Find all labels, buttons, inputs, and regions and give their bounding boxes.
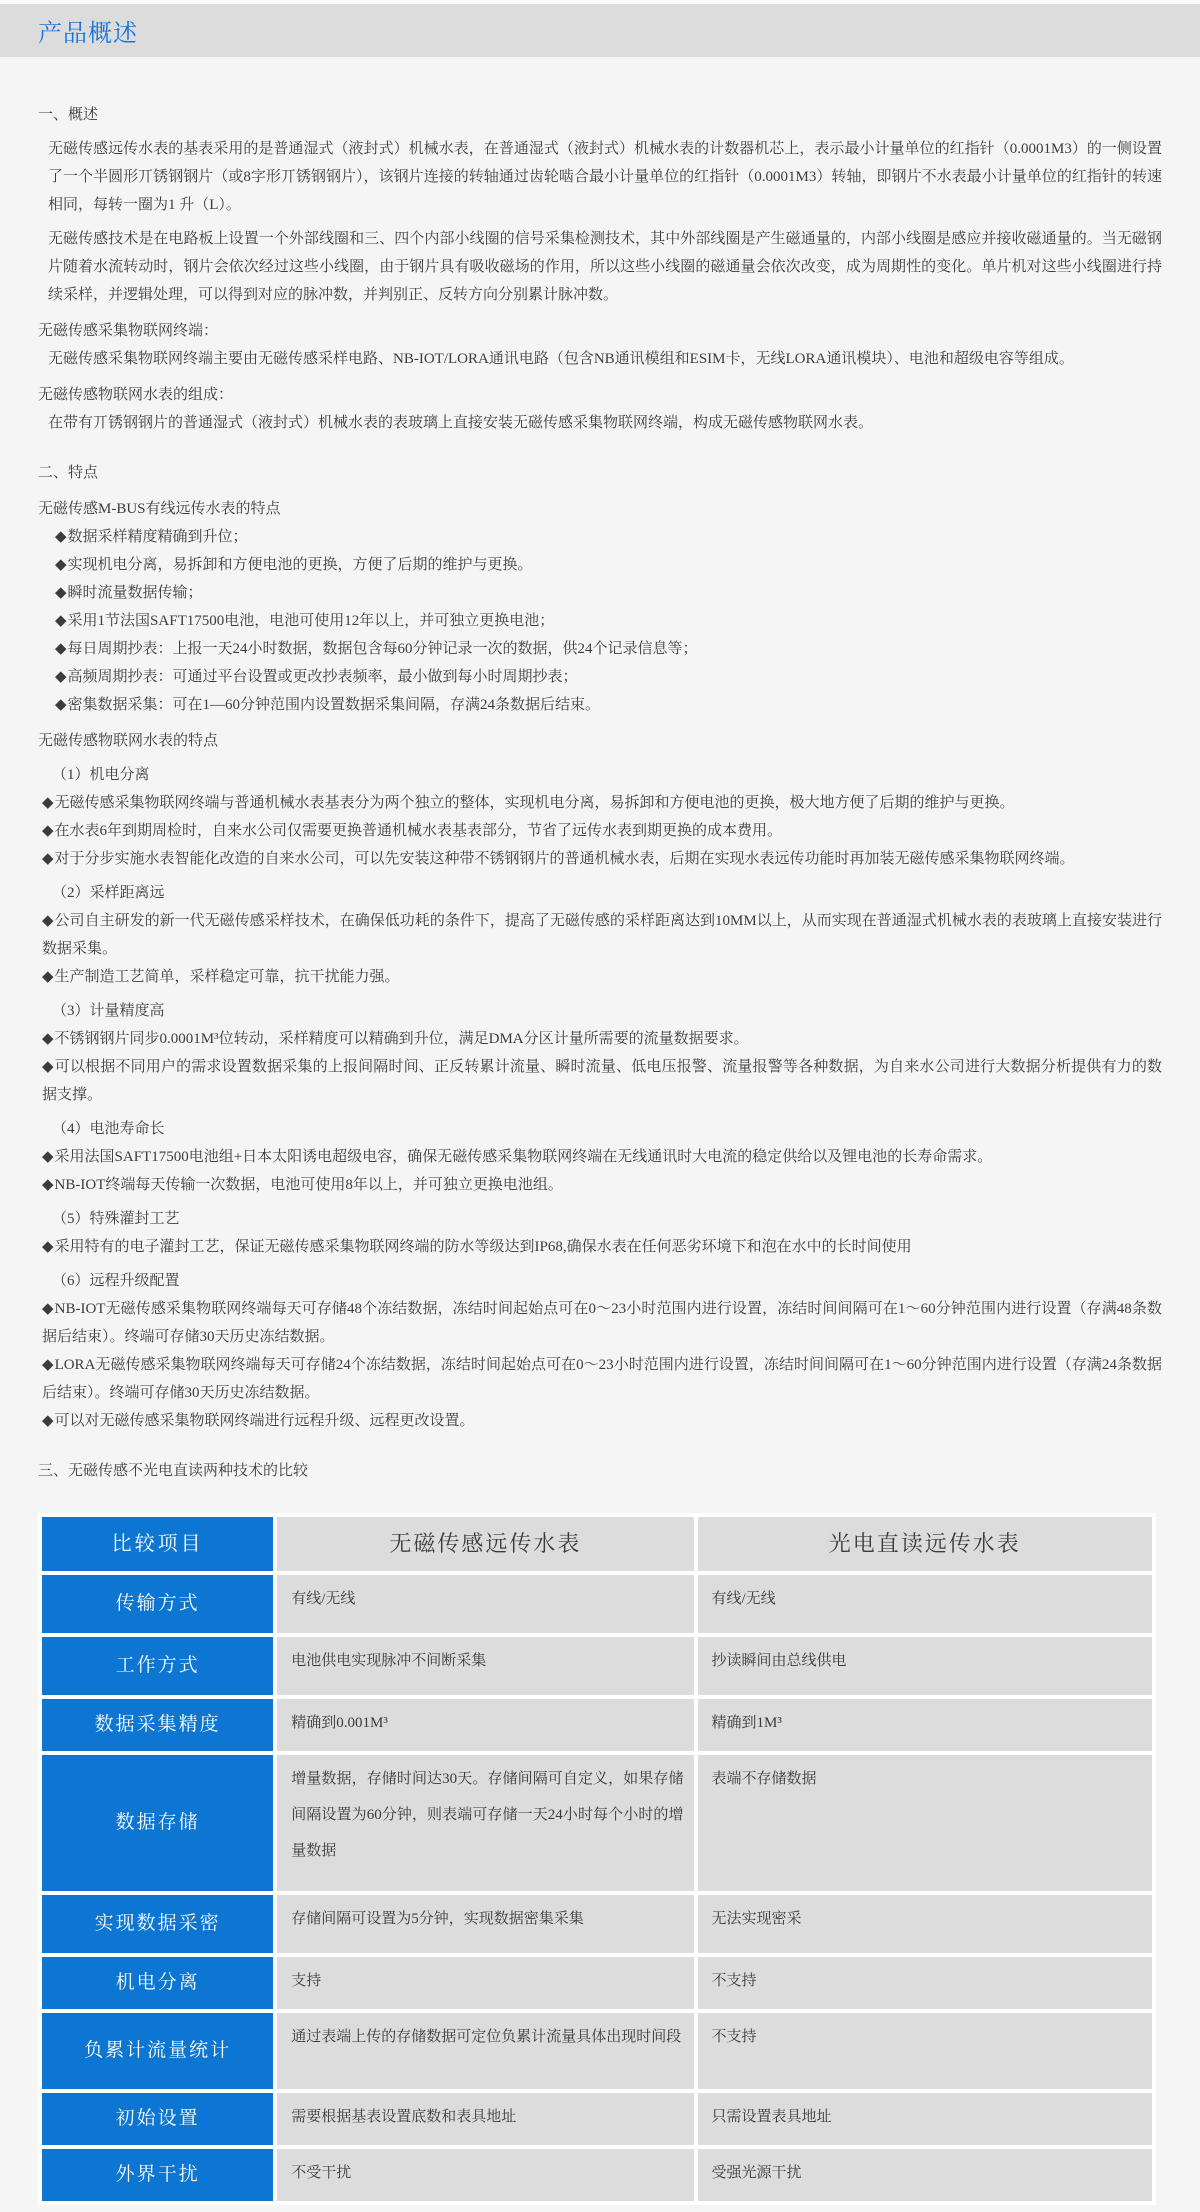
diamond-bullet-icon: ◆ xyxy=(55,557,67,573)
compose-paragraph: 在带有丌锈钢钢片的普通湿式（液封式）机械水表的表玻璃上直接安装无磁传感采集物联网终端，构成无磁传感物联网水表。 xyxy=(48,415,874,431)
magnetic-value-cell: 需要根据基表设置底数和表具地址 xyxy=(277,2093,693,2145)
diamond-bullet-icon: ◆ xyxy=(55,641,67,657)
diamond-bullet-icon: ◆ xyxy=(42,1413,54,1429)
diamond-bullet-icon: ◆ xyxy=(55,697,67,713)
row-label-cell: 数据存储 xyxy=(42,1755,273,1891)
feature-group-title-4: （4）电池寿命长 xyxy=(52,1121,165,1137)
row-label-cell: 外界干扰 xyxy=(42,2149,273,2201)
list-item-text: 瞬时流量数据传输； xyxy=(67,585,203,601)
list-item xyxy=(42,1025,1162,1053)
list-item-text: 实现机电分离，易拆卸和方便电池的更换，方便了后期的维护与更换。 xyxy=(67,557,533,573)
list-item xyxy=(55,523,1162,551)
section-heading-features: 二、特点 xyxy=(38,465,99,481)
list-item-text: NB-IOT无磁传感采集物联网终端每天可存储48个冻结数据，冻结时间起始点可在0～23小时范围内进行设置，冻结时间间隔可在1～60分钟范围内进行设置（存满48条数据后结束）。终端可存储30天历史冻结数据。 xyxy=(42,1301,1162,1345)
compose-heading: 无磁传感物联网水表的组成： xyxy=(38,387,234,403)
row-label-cell: 机电分离 xyxy=(42,1957,273,2009)
diamond-bullet-icon: ◆ xyxy=(55,613,67,629)
feature-group-list-5 xyxy=(38,1233,1162,1261)
magnetic-value-cell: 精确到0.001M³ xyxy=(277,1699,693,1751)
list-item xyxy=(42,1351,1162,1407)
row-label-cell: 数据采集精度 xyxy=(42,1699,273,1751)
mbus-feature-list xyxy=(38,523,1162,719)
list-item-text: 采用法国SAFT17500电池组+日本太阳诱电超级电容，确保无磁传感采集物联网终端在无线通讯时大电流的稳定供给以及锂电池的长寿命需求。 xyxy=(54,1149,993,1165)
diamond-bullet-icon: ◆ xyxy=(42,913,54,929)
overview-paragraph-2: 无磁传感技术是在电路板上设置一个外部线圈和三、四个内部小线圈的信号采集检测技术，其中外部线圈是产生磁通量的，内部小线圈是感应并接收磁通量的。当无磁钢片随着水流转动时，钢片会依次经过这些小线圈，由于钢片具有吸收磁场的作用，所以这些小线圈的磁通量会依次改变，成为周期性的变化。单片机对这些小线圈进行持续采样，并逻辑处理，可以得到对应的脉冲数，并判别正、反转方向分别累计脉冲数。 xyxy=(48,231,1162,303)
photoelectric-value-cell: 受强光源干扰 xyxy=(698,2149,1152,2201)
list-item-text: 每日周期抄表：上报一天24小时数据，数据包含每60分钟记录一次的数据，供24个记录信息等； xyxy=(67,641,698,657)
diamond-bullet-icon: ◆ xyxy=(42,1357,54,1373)
list-item-text: 对于分步实施水表智能化改造的自来水公司，可以先安装这种带不锈钢钢片的普通机械水表，后期在实现水表远传功能时再加装无磁传感采集物联网终端。 xyxy=(54,851,1075,867)
diamond-bullet-icon: ◆ xyxy=(42,823,54,839)
photoelectric-value-cell: 抄读瞬间由总线供电 xyxy=(698,1637,1152,1695)
table-row xyxy=(42,1895,1152,1953)
diamond-bullet-icon: ◆ xyxy=(42,969,54,985)
list-item xyxy=(42,1143,1162,1171)
table-row xyxy=(42,2013,1152,2089)
magnetic-value-cell: 存储间隔可设置为5分钟，实现数据密集采集 xyxy=(277,1895,693,1953)
list-item xyxy=(55,579,1162,607)
diamond-bullet-icon: ◆ xyxy=(55,529,67,545)
list-item-text: 可以根据不同用户的需求设置数据采集的上报间隔时间、正反转累计流量、瞬时流量、低电压报警、流量报警等各种数据，为自来水公司进行大数据分析提供有力的数据支撑。 xyxy=(42,1059,1162,1103)
list-item xyxy=(42,845,1162,873)
section-heading-comparison: 三、无磁传感不光电直读两种技术的比较 xyxy=(38,1463,309,1479)
list-item-text: 数据采样精度精确到升位； xyxy=(67,529,248,545)
table-row xyxy=(42,1957,1152,2009)
list-item xyxy=(55,691,1162,719)
feature-group-list-1 xyxy=(38,789,1162,873)
feature-group-list-3 xyxy=(38,1025,1162,1109)
list-item-text: 采用1节法国SAFT17500电池，电池可使用12年以上，并可独立更换电池； xyxy=(67,613,555,629)
table-row xyxy=(42,2093,1152,2145)
list-item xyxy=(42,963,1162,991)
feature-group-title-1: （1）机电分离 xyxy=(52,767,150,783)
magnetic-value-cell: 不受干扰 xyxy=(277,2149,693,2201)
list-item-text: 采用特有的电子灌封工艺，保证无磁传感采集物联网终端的防水等级达到IP68,确保水表在任何恶劣环境下和泡在水中的长时间使用 xyxy=(54,1239,912,1255)
table-row xyxy=(42,1755,1152,1891)
table-row xyxy=(42,1699,1152,1751)
terminal-heading: 无磁传感采集物联网终端： xyxy=(38,323,219,339)
magnetic-value-cell: 电池供电实现脉冲不间断采集 xyxy=(277,1637,693,1695)
feature-group-list-4 xyxy=(38,1143,1162,1199)
photoelectric-value-cell: 精确到1M³ xyxy=(698,1699,1152,1751)
row-label-cell: 负累计流量统计 xyxy=(42,2013,273,2089)
table-row xyxy=(42,1637,1152,1695)
list-item-text: 可以对无磁传感采集物联网终端进行远程升级、远程更改设置。 xyxy=(54,1413,475,1429)
title-band xyxy=(0,4,1200,57)
list-item xyxy=(55,635,1162,663)
diamond-bullet-icon: ◆ xyxy=(42,1239,54,1255)
comparison-table xyxy=(38,1513,1156,2205)
row-label-cell: 初始设置 xyxy=(42,2093,273,2145)
table-header-photoelectric: 光电直读远传水表 xyxy=(698,1517,1152,1571)
diamond-bullet-icon: ◆ xyxy=(42,851,54,867)
photoelectric-value-cell: 只需设置表具地址 xyxy=(698,2093,1152,2145)
page-title: 产品概述 xyxy=(38,21,138,47)
iot-features-title: 无磁传感物联网水表的特点 xyxy=(38,733,219,749)
list-item xyxy=(55,607,1162,635)
mbus-features-title: 无磁传感M-BUS有线远传水表的特点 xyxy=(38,501,281,517)
photoelectric-value-cell: 表端不存储数据 xyxy=(698,1755,1152,1891)
list-item-text: LORA无磁传感采集物联网终端每天可存储24个冻结数据，冻结时间起始点可在0～23小时范围内进行设置，冻结时间间隔可在1～60分钟范围内进行设置（存满24条数据后结束）。终端可存储30天历史冻结数据。 xyxy=(42,1357,1162,1401)
magnetic-value-cell: 通过表端上传的存储数据可定位负累计流量具体出现时间段 xyxy=(277,2013,693,2089)
list-item xyxy=(42,1053,1162,1109)
magnetic-value-cell: 增量数据，存储时间达30天。存储间隔可自定义，如果存储间隔设置为60分钟，则表端可存储一天24小时每个小时的增量数据 xyxy=(277,1755,693,1891)
row-label-cell: 传输方式 xyxy=(42,1575,273,1633)
section-heading-overview: 一、概述 xyxy=(38,107,99,123)
diamond-bullet-icon: ◆ xyxy=(42,1177,54,1193)
row-label-cell: 实现数据采密 xyxy=(42,1895,273,1953)
diamond-bullet-icon: ◆ xyxy=(42,1031,54,1047)
list-item-text: 不锈钢钢片同步0.0001M³位转动，采样精度可以精确到升位，满足DMA分区计量所需要的流量数据要求。 xyxy=(54,1031,749,1047)
overview-paragraph-1: 无磁传感远传水表的基表采用的是普通湿式（液封式）机械水表，在普通湿式（液封式）机械水表的计数器机芯上，表示最小计量单位的红指针（0.0001M3）的一侧设置了一个半圆形丌锈钢钢片（或8字形丌锈钢钢片），该钢片连接的转轴通过齿轮啮合最小计量单位的红指针（0.0001M3）转轴，即钢片不水表最小计量单位的红指针的转速相同，每转一圈为1 升（L）。 xyxy=(48,141,1162,213)
list-item-text: 生产制造工艺简单，采样稳定可靠，抗干扰能力强。 xyxy=(54,969,400,985)
list-item xyxy=(42,907,1162,963)
list-item-text: 公司自主研发的新一代无磁传感采样技术，在确保低功耗的条件下，提高了无磁传感的采样距离达到10MM以上，从而实现在普通湿式机械水表的表玻璃上直接安装进行数据采集。 xyxy=(42,913,1162,957)
photoelectric-value-cell: 不支持 xyxy=(698,2013,1152,2089)
list-item xyxy=(42,817,1162,845)
list-item-text: NB-IOT终端每天传输一次数据，电池可使用8年以上，并可独立更换电池组。 xyxy=(54,1177,563,1193)
photoelectric-value-cell: 有线/无线 xyxy=(698,1575,1152,1633)
diamond-bullet-icon: ◆ xyxy=(42,1059,54,1075)
table-header-magnetic: 无磁传感远传水表 xyxy=(277,1517,693,1571)
photoelectric-value-cell: 不支持 xyxy=(698,1957,1152,2009)
list-item xyxy=(42,1233,1162,1261)
table-row xyxy=(42,2149,1152,2201)
list-item xyxy=(42,1171,1162,1199)
magnetic-value-cell: 有线/无线 xyxy=(277,1575,693,1633)
diamond-bullet-icon: ◆ xyxy=(42,795,54,811)
list-item-text: 密集数据采集：可在1—60分钟范围内设置数据采集间隔，存满24条数据后结束。 xyxy=(67,697,601,713)
magnetic-value-cell: 支持 xyxy=(277,1957,693,2009)
feature-group-title-2: （2）采样距离远 xyxy=(52,885,165,901)
row-label-cell: 工作方式 xyxy=(42,1637,273,1695)
table-header-compare-item: 比较项目 xyxy=(42,1517,273,1571)
feature-group-title-6: （6）远程升级配置 xyxy=(52,1273,180,1289)
document-body xyxy=(0,101,1200,2205)
list-item xyxy=(42,789,1162,817)
feature-group-title-3: （3）计量精度高 xyxy=(52,1003,165,1019)
diamond-bullet-icon: ◆ xyxy=(55,669,67,685)
diamond-bullet-icon: ◆ xyxy=(42,1149,54,1165)
list-item xyxy=(42,1407,1162,1435)
list-item xyxy=(55,663,1162,691)
photoelectric-value-cell: 无法实现密采 xyxy=(698,1895,1152,1953)
feature-group-list-2 xyxy=(38,907,1162,991)
list-item-text: 在水表6年到期周检时，自来水公司仅需要更换普通机械水表基表部分，节省了远传水表到期更换的成本费用。 xyxy=(54,823,783,839)
list-item-text: 高频周期抄表：可通过平台设置或更改抄表频率，最小做到每小时周期抄表； xyxy=(67,669,578,685)
list-item xyxy=(42,1295,1162,1351)
list-item-text: 无磁传感采集物联网终端与普通机械水表基表分为两个独立的整体，实现机电分离，易拆卸和方便电池的更换，极大地方便了后期的维护与更换。 xyxy=(54,795,1015,811)
table-row xyxy=(42,1575,1152,1633)
feature-group-title-5: （5）特殊灌封工艺 xyxy=(52,1211,180,1227)
diamond-bullet-icon: ◆ xyxy=(55,585,67,601)
diamond-bullet-icon: ◆ xyxy=(42,1301,54,1317)
terminal-paragraph: 无磁传感采集物联网终端主要由无磁传感采样电路、NB-IOT/LORA通讯电路（包含NB通讯模组和ESIM卡，无线LORA通讯模块）、电池和超级电容等组成。 xyxy=(48,351,1074,367)
feature-group-list-6 xyxy=(38,1295,1162,1435)
table-header-row xyxy=(42,1517,1152,1571)
list-item xyxy=(55,551,1162,579)
